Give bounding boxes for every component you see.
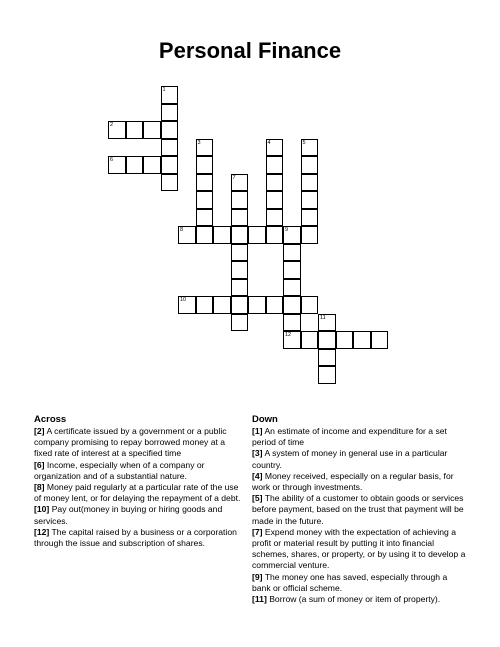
grid-cell[interactable]: [231, 209, 249, 227]
grid-cell[interactable]: [196, 209, 214, 227]
grid-cell[interactable]: [283, 279, 301, 297]
grid-cell[interactable]: [196, 139, 214, 157]
grid-cell[interactable]: [266, 226, 284, 244]
grid-cell[interactable]: [283, 226, 301, 244]
clue-across-8: [8] Money paid regularly at a particular rate of the use of money lent, or for delaying the repayment of a debt.: [34, 482, 241, 504]
clue-number: 12: [285, 332, 292, 338]
grid-cell[interactable]: [196, 174, 214, 192]
grid-cell[interactable]: [301, 139, 319, 157]
grid-cell[interactable]: [248, 296, 266, 314]
clue-across-10: [10] Pay out(money in buying or hiring goods and services.: [34, 504, 223, 526]
grid-cell[interactable]: [336, 331, 354, 349]
grid-cell[interactable]: [301, 296, 319, 314]
grid-cell[interactable]: [283, 296, 301, 314]
grid-cell[interactable]: [231, 191, 249, 209]
grid-cell[interactable]: [283, 314, 301, 332]
clue-down-3: [3] A system of money in general use in a particular country.: [252, 448, 448, 470]
clue-number: 9: [285, 227, 289, 233]
clue-number: 11: [320, 314, 326, 321]
grid-cell[interactable]: [231, 296, 249, 314]
grid-cell[interactable]: [301, 156, 319, 174]
grid-cell[interactable]: [231, 174, 249, 192]
grid-cell[interactable]: [301, 174, 319, 192]
grid-cell[interactable]: [196, 226, 214, 244]
clue-number: 8: [180, 227, 184, 233]
grid-cell[interactable]: [231, 244, 249, 262]
clue-number: 2: [110, 122, 114, 128]
grid-cell[interactable]: [161, 139, 179, 157]
clue-down-4: [4] Money received, especially on a regular basis, for work or through investments.: [252, 470, 454, 493]
grid-cell[interactable]: [318, 314, 336, 332]
grid-cell[interactable]: [161, 121, 179, 139]
grid-cell[interactable]: [213, 226, 231, 244]
grid-cell[interactable]: [283, 261, 301, 279]
puzzle-title: Personal Finance: [158, 38, 342, 63]
grid-cell[interactable]: [231, 261, 249, 279]
grid-cell[interactable]: [161, 156, 179, 174]
grid-cell[interactable]: [266, 296, 284, 314]
clue-down-5: [5] The ability of a customer to obtain goods or services before payment, based on the trust that payment will be made in the future.: [252, 493, 464, 526]
grid-cell[interactable]: [301, 191, 319, 209]
grid-cell[interactable]: [143, 121, 161, 139]
grid-cell[interactable]: [178, 296, 196, 314]
down-heading: Down: [252, 414, 278, 425]
grid-cell[interactable]: [266, 209, 284, 227]
clue-number: 7: [232, 174, 236, 181]
clue-down-7: [7] Expend money with the expectation of achieving a profit or material result by putting it into financial schemes, shares, or property, or by using it to develop a commercial venture.: [252, 526, 466, 571]
across-clues: [34, 414, 244, 549]
grid-cell[interactable]: [266, 191, 284, 209]
grid-cell[interactable]: [213, 296, 231, 314]
across-heading: Across: [34, 414, 67, 425]
down-clues: [252, 414, 466, 605]
grid-cell[interactable]: [126, 156, 144, 174]
grid-cell[interactable]: [126, 121, 144, 139]
clue-number: 1: [162, 87, 166, 93]
grid-cell[interactable]: [196, 191, 214, 209]
grid-cell[interactable]: [266, 174, 284, 192]
clue-down-9: [9] The money one has saved, especially through a bank or official scheme.: [252, 571, 448, 593]
clue-number: 4: [267, 139, 271, 146]
clue-down-11: [11] Borrow (a sum of money or item of property).: [252, 594, 441, 605]
grid-cell[interactable]: [231, 314, 249, 332]
grid-cell[interactable]: [231, 279, 249, 297]
grid-cell[interactable]: [108, 156, 126, 174]
grid-cell[interactable]: [371, 331, 389, 349]
clue-number: 5: [302, 139, 306, 146]
grid-cell[interactable]: [178, 226, 196, 244]
grid-cell[interactable]: [283, 244, 301, 262]
clue-across-6: [6] Income, especially when of a company or organization and of a substantial nature.: [34, 459, 205, 481]
clue-down-1: [1] An estimate of income and expenditure for a set period of time: [252, 426, 447, 448]
grid-cell[interactable]: [196, 296, 214, 314]
grid-cell[interactable]: [161, 104, 179, 122]
grid-cell[interactable]: [318, 349, 336, 367]
grid-cell[interactable]: [161, 86, 179, 104]
grid-cell[interactable]: [266, 139, 284, 157]
clue-number: 3: [197, 139, 201, 146]
clue-across-2: [2] A certificate issued by a government or a public company promising to repay borrowed money at a fixed rate of interest at a specified time: [34, 426, 227, 459]
grid-cell[interactable]: [108, 121, 126, 139]
grid-cell[interactable]: [301, 331, 319, 349]
grid-cell[interactable]: [301, 226, 319, 244]
grid-cell[interactable]: [283, 331, 301, 349]
grid-cell[interactable]: [353, 331, 371, 349]
grid-cell[interactable]: [161, 174, 179, 192]
grid-cell[interactable]: [196, 156, 214, 174]
clue-across-12: [12] The capital raised by a business or a corporation through the issue and subscription of shares.: [34, 526, 237, 549]
clue-number: 10: [180, 297, 187, 303]
clue-number: 6: [110, 157, 114, 163]
grid-cell[interactable]: [301, 209, 319, 227]
grid-cell[interactable]: [248, 226, 266, 244]
grid-cell[interactable]: [266, 156, 284, 174]
grid-cell[interactable]: [231, 226, 249, 244]
grid-cell[interactable]: [143, 156, 161, 174]
grid-cell[interactable]: [318, 366, 336, 384]
grid-cell[interactable]: [318, 331, 336, 349]
